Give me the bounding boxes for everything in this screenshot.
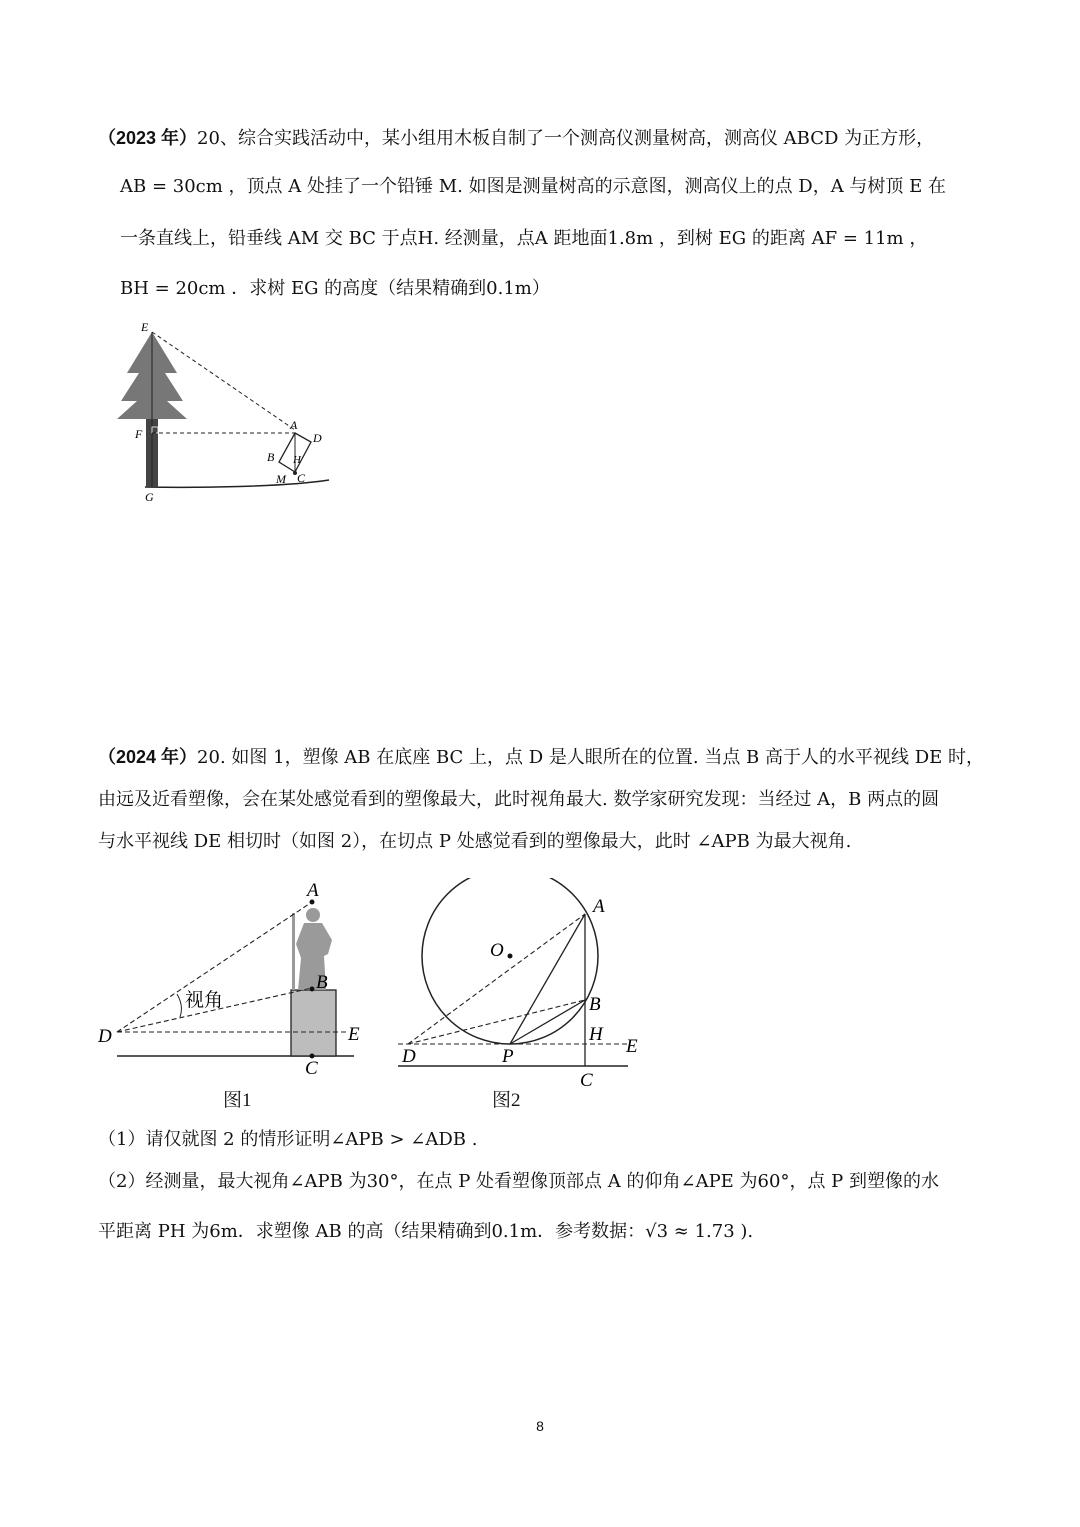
pedestal-BC [291,990,336,1056]
figure-2-caption: 图2 [492,1090,521,1111]
label-O: O [490,940,504,961]
problem-2024-year: （2024 年） [98,747,198,767]
point-B [310,987,315,992]
circle-figure-2 [392,878,662,1088]
question-2-line1: （2）经测量，最大视角∠APB 为30°，在点 P 处看塑像顶部点 A 的仰角∠APE 为60°，点 P 到塑像的水 [98,1171,940,1192]
line-DA [408,914,585,1044]
problem-2023-year: （2023 年） [98,128,198,148]
problem-2024-line1 [98,747,998,769]
label-M: M [276,472,286,486]
center-O [508,954,513,959]
tree-measurement-figure [105,315,340,510]
line-PA [510,914,585,1044]
label-A: A [290,418,298,432]
label-H: H [293,454,301,466]
label-F: F [135,427,143,441]
label-D: D [98,1026,112,1047]
question-2-line2: 平距离 PH 为6m．求塑像 AB 的高（结果精确到0.1m．参考数据：√3 ≈ 1.73 ). [98,1221,754,1242]
page-number: 8 [536,1418,544,1434]
label-D: D [313,431,322,445]
problem-2024-line3: 与水平视线 DE 相切时（如图 2），在切点 P 处感觉看到的塑像最大，此时 ∠APB 为最大视角. [98,831,852,852]
view-angle-label: 视角 [185,990,224,1011]
sight-line-DA [117,902,312,1032]
label-B: B [316,972,328,993]
label-H: H [589,1024,603,1045]
label-A: A [593,896,605,917]
statue-figure-1 [92,878,382,1083]
view-angle-arc [177,994,181,1017]
figure-1-caption: 图1 [223,1090,252,1111]
problem-2023-line4: BH = 20cm ．求树 EG 的高度（结果精确到0.1m） [120,278,550,299]
problem-2023-line3: 一条直线上，铅垂线 AM 交 BC 于点H. 经测量，点A 距地面1.8m ，到树 EG 的距离 AF = 11m ， [120,228,928,249]
label-G: G [145,490,154,504]
label-C: C [297,471,306,485]
problem-2023-line2: AB = 30cm ，顶点 A 处挂了一个铅锤 M. 如图是测量树高的示意图，测高仪上的点 D，A 与树顶 E 在 [120,176,947,197]
label-D: D [402,1046,416,1067]
problem-2024-text-1: 20. 如图 1，塑像 AB 在底座 BC 上，点 D 是人眼所在的位置. 当点 B 高于人的水平视线 DE 时， [197,747,985,768]
problem-2023-text-1: 20、综合实践活动中，某小组用木板自制了一个测高仪测量树高，测高仪 ABCD 为正方形， [197,128,935,149]
label-B: B [589,994,601,1015]
label-E: E [626,1036,638,1057]
label-A: A [307,880,319,901]
label-E: E [141,320,149,334]
line-DB [408,1000,585,1044]
problem-2023-line1 [98,128,998,150]
problem-2024-line2: 由远及近看塑像，会在某处感觉看到的塑像最大，此时视角最大. 数学家研究发现：当经过 A，B 两点的圆 [98,789,940,810]
line-PB [510,1000,585,1044]
label-C: C [580,1070,593,1088]
label-E: E [348,1024,360,1045]
label-C: C [305,1058,318,1079]
question-1: （1）请仅就图 2 的情形证明∠APB > ∠ADB . [98,1129,478,1150]
label-B: B [267,450,275,464]
label-P: P [502,1046,514,1067]
